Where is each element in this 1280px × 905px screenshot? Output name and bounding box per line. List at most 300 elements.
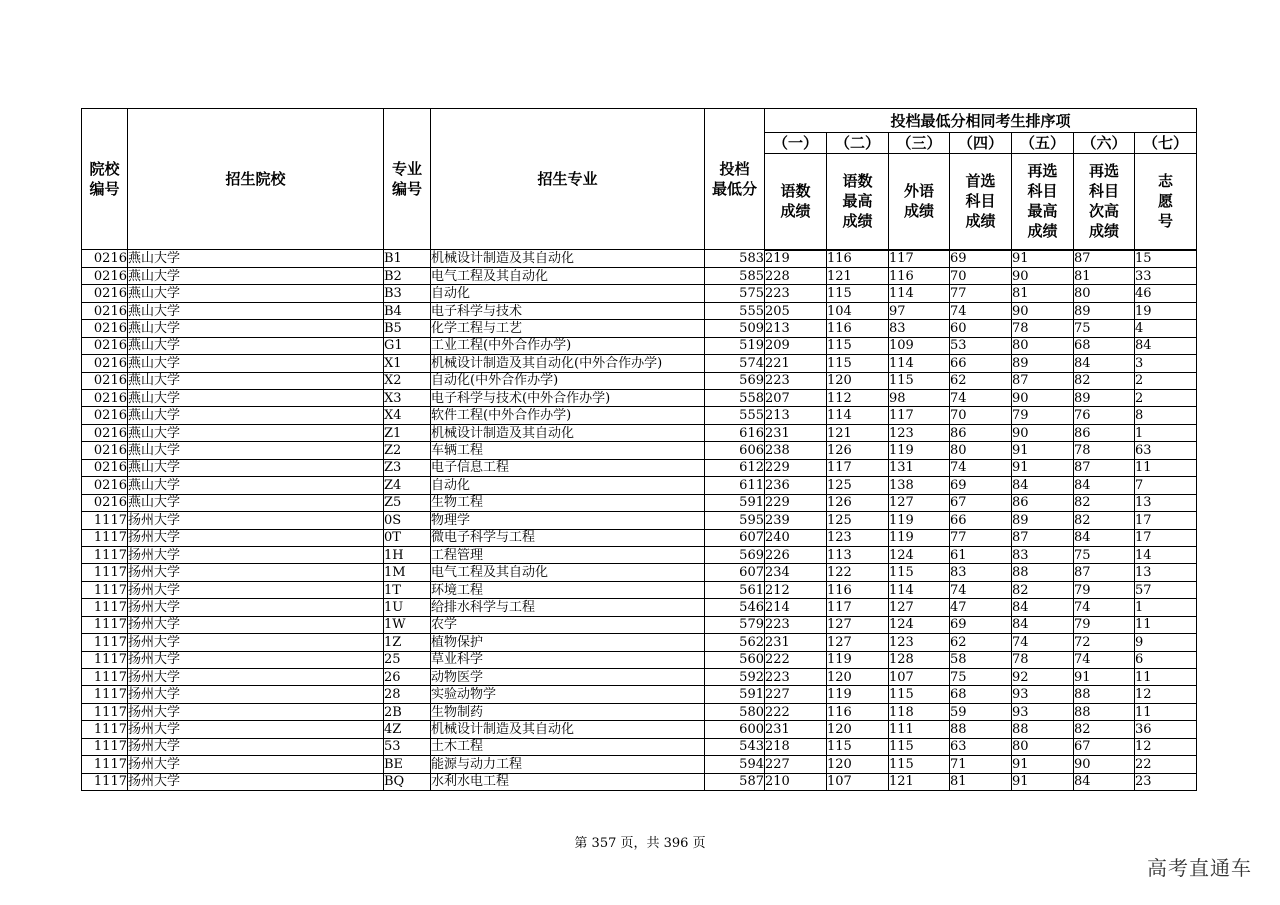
cell-major-name: 电气工程及其自动化 [431,267,705,284]
cell-foreign-language: 128 [889,651,950,668]
cell-major-name: 能源与动力工程 [431,756,705,773]
cell-min-score: 575 [705,285,765,302]
cell-preference-number: 12 [1135,686,1197,703]
table-row [82,599,1197,616]
cell-first-subject: 70 [950,267,1012,284]
cell-elective-second: 76 [1074,407,1135,424]
cell-major-code: X2 [384,372,431,389]
cell-foreign-language: 124 [889,616,950,633]
cell-chinese-math-max: 126 [827,494,889,511]
cell-first-subject: 75 [950,669,1012,686]
cell-major-name: 环境工程 [431,581,705,598]
cell-elective-second: 78 [1074,442,1135,459]
cell-chinese-math-max: 119 [827,651,889,668]
cell-min-score: 607 [705,529,765,546]
cell-first-subject: 59 [950,703,1012,720]
header-min-score: 投档 最低分 [705,109,765,250]
cell-major-name: 给排水科学与工程 [431,599,705,616]
cell-chinese-math-max: 116 [827,320,889,337]
cell-elective-highest: 88 [1012,721,1074,738]
cell-school-code: 1117 [82,512,128,529]
cell-school-code: 0216 [82,337,128,354]
cell-school-name: 扬州大学 [128,651,384,668]
header-index-5: （五） [1012,133,1074,154]
cell-elective-highest: 90 [1012,424,1074,441]
cell-chinese-math-score: 229 [765,459,827,476]
cell-major-name: 工业工程(中外合作办学) [431,337,705,354]
cell-chinese-math-max: 122 [827,564,889,581]
table-row [82,529,1197,546]
cell-major-code: Z5 [384,494,431,511]
cell-preference-number: 1 [1135,599,1197,616]
cell-elective-highest: 84 [1012,616,1074,633]
cell-chinese-math-score: 231 [765,721,827,738]
cell-foreign-language: 118 [889,703,950,720]
cell-elective-highest: 88 [1012,564,1074,581]
cell-school-code: 1117 [82,669,128,686]
cell-preference-number: 63 [1135,442,1197,459]
cell-elective-second: 75 [1074,320,1135,337]
cell-foreign-language: 127 [889,494,950,511]
cell-foreign-language: 131 [889,459,950,476]
table-row [82,494,1197,511]
cell-elective-second: 75 [1074,546,1135,563]
cell-elective-second: 87 [1074,564,1135,581]
cell-school-name: 燕山大学 [128,337,384,354]
cell-school-name: 扬州大学 [128,686,384,703]
table-row [82,407,1197,424]
cell-major-code: 28 [384,686,431,703]
cell-elective-second: 72 [1074,634,1135,651]
table-row [82,773,1197,790]
cell-chinese-math-max: 127 [827,616,889,633]
table-row [82,250,1197,268]
cell-major-code: 25 [384,651,431,668]
cell-major-name: 生物工程 [431,494,705,511]
cell-elective-highest: 90 [1012,302,1074,319]
header-index-1: （一） [765,133,827,154]
cell-elective-second: 68 [1074,337,1135,354]
cell-preference-number: 11 [1135,703,1197,720]
watermark-logo: 高考直通车 [1147,856,1252,880]
cell-school-name: 燕山大学 [128,442,384,459]
cell-major-code: BE [384,756,431,773]
cell-first-subject: 62 [950,372,1012,389]
cell-foreign-language: 117 [889,250,950,268]
cell-elective-second: 87 [1074,250,1135,268]
cell-major-code: B3 [384,285,431,302]
cell-foreign-language: 111 [889,721,950,738]
cell-major-code: 53 [384,738,431,755]
cell-min-score: 607 [705,564,765,581]
cell-foreign-language: 138 [889,477,950,494]
cell-chinese-math-max: 115 [827,738,889,755]
cell-chinese-math-score: 222 [765,703,827,720]
cell-chinese-math-score: 222 [765,651,827,668]
cell-min-score: 562 [705,634,765,651]
cell-min-score: 591 [705,494,765,511]
cell-major-code: B4 [384,302,431,319]
cell-elective-highest: 78 [1012,651,1074,668]
cell-school-name: 燕山大学 [128,372,384,389]
cell-preference-number: 17 [1135,512,1197,529]
table-row [82,686,1197,703]
cell-min-score: 595 [705,512,765,529]
cell-school-name: 扬州大学 [128,529,384,546]
cell-school-code: 0216 [82,372,128,389]
header-school-name: 招生院校 [128,109,384,250]
cell-major-name: 车辆工程 [431,442,705,459]
cell-first-subject: 77 [950,529,1012,546]
cell-major-code: X4 [384,407,431,424]
table-row [82,738,1197,755]
cell-foreign-language: 115 [889,564,950,581]
cell-chinese-math-max: 116 [827,703,889,720]
cell-elective-second: 74 [1074,651,1135,668]
cell-chinese-math-score: 227 [765,756,827,773]
header-first-subject: 首选 科目 成绩 [950,154,1012,250]
cell-first-subject: 62 [950,634,1012,651]
cell-elective-highest: 83 [1012,546,1074,563]
cell-school-name: 燕山大学 [128,477,384,494]
cell-chinese-math-max: 117 [827,599,889,616]
cell-major-name: 物理学 [431,512,705,529]
cell-chinese-math-score: 205 [765,302,827,319]
cell-chinese-math-score: 218 [765,738,827,755]
table-row [82,372,1197,389]
cell-first-subject: 74 [950,390,1012,407]
cell-school-name: 燕山大学 [128,407,384,424]
cell-elective-second: 84 [1074,773,1135,790]
cell-elective-highest: 80 [1012,337,1074,354]
cell-preference-number: 7 [1135,477,1197,494]
cell-elective-second: 88 [1074,703,1135,720]
cell-elective-second: 84 [1074,355,1135,372]
cell-foreign-language: 124 [889,546,950,563]
table-row [82,616,1197,633]
cell-elective-highest: 74 [1012,634,1074,651]
cell-school-code: 1117 [82,738,128,755]
cell-first-subject: 80 [950,442,1012,459]
cell-school-name: 扬州大学 [128,721,384,738]
cell-major-code: Z3 [384,459,431,476]
cell-preference-number: 36 [1135,721,1197,738]
cell-preference-number: 15 [1135,250,1197,268]
table-row [82,581,1197,598]
cell-school-code: 0216 [82,267,128,284]
cell-chinese-math-score: 213 [765,320,827,337]
cell-elective-second: 90 [1074,756,1135,773]
cell-chinese-math-max: 115 [827,337,889,354]
cell-elective-highest: 90 [1012,267,1074,284]
cell-first-subject: 69 [950,250,1012,268]
header-preference-number: 志 愿 号 [1135,154,1197,250]
cell-school-code: 0216 [82,424,128,441]
table-row [82,285,1197,302]
cell-first-subject: 71 [950,756,1012,773]
cell-school-code: 0216 [82,390,128,407]
cell-foreign-language: 119 [889,442,950,459]
cell-major-code: 0T [384,529,431,546]
cell-school-code: 1117 [82,651,128,668]
cell-chinese-math-max: 126 [827,442,889,459]
cell-school-name: 扬州大学 [128,669,384,686]
cell-foreign-language: 119 [889,529,950,546]
cell-school-name: 扬州大学 [128,773,384,790]
cell-major-code: 4Z [384,721,431,738]
cell-major-name: 化学工程与工艺 [431,320,705,337]
cell-preference-number: 11 [1135,669,1197,686]
cell-school-name: 扬州大学 [128,512,384,529]
cell-major-code: B2 [384,267,431,284]
cell-major-code: B5 [384,320,431,337]
table-row [82,721,1197,738]
cell-chinese-math-max: 120 [827,669,889,686]
table-row [82,424,1197,441]
cell-school-code: 1117 [82,721,128,738]
cell-school-name: 扬州大学 [128,564,384,581]
cell-major-name: 电子科学与技术 [431,302,705,319]
cell-school-name: 扬州大学 [128,634,384,651]
cell-major-name: 生物制药 [431,703,705,720]
cell-school-code: 1117 [82,756,128,773]
cell-foreign-language: 97 [889,302,950,319]
cell-school-name: 燕山大学 [128,250,384,268]
cell-chinese-math-max: 114 [827,407,889,424]
cell-major-name: 软件工程(中外合作办学) [431,407,705,424]
header-school-code: 院校 编号 [82,109,128,250]
cell-foreign-language: 116 [889,267,950,284]
cell-foreign-language: 117 [889,407,950,424]
cell-chinese-math-max: 116 [827,581,889,598]
cell-school-code: 0216 [82,355,128,372]
cell-first-subject: 69 [950,616,1012,633]
cell-elective-highest: 91 [1012,773,1074,790]
table-row [82,267,1197,284]
cell-first-subject: 77 [950,285,1012,302]
cell-school-name: 扬州大学 [128,599,384,616]
cell-school-name: 扬州大学 [128,581,384,598]
cell-major-name: 实验动物学 [431,686,705,703]
cell-elective-second: 67 [1074,738,1135,755]
header-index-2: （二） [827,133,889,154]
cell-elective-second: 80 [1074,285,1135,302]
cell-major-name: 水利水电工程 [431,773,705,790]
header-elective-highest: 再选 科目 最高 成绩 [1012,154,1074,250]
table-row [82,512,1197,529]
cell-elective-highest: 91 [1012,459,1074,476]
cell-min-score: 612 [705,459,765,476]
cell-elective-second: 79 [1074,581,1135,598]
cell-major-code: 1Z [384,634,431,651]
cell-elective-highest: 81 [1012,285,1074,302]
cell-chinese-math-max: 115 [827,285,889,302]
cell-elective-highest: 91 [1012,756,1074,773]
cell-major-name: 自动化(中外合作办学) [431,372,705,389]
cell-major-code: Z1 [384,424,431,441]
table-row [82,302,1197,319]
cell-preference-number: 8 [1135,407,1197,424]
cell-preference-number: 14 [1135,546,1197,563]
cell-foreign-language: 115 [889,738,950,755]
cell-foreign-language: 123 [889,634,950,651]
header-elective-second: 再选 科目 次高 成绩 [1074,154,1135,250]
table-row [82,320,1197,337]
cell-chinese-math-score: 207 [765,390,827,407]
cell-chinese-math-max: 116 [827,250,889,268]
cell-foreign-language: 115 [889,372,950,389]
cell-chinese-math-score: 223 [765,372,827,389]
cell-school-name: 燕山大学 [128,285,384,302]
cell-chinese-math-score: 223 [765,616,827,633]
cell-chinese-math-score: 231 [765,424,827,441]
cell-elective-second: 84 [1074,477,1135,494]
cell-first-subject: 81 [950,773,1012,790]
cell-major-name: 机械设计制造及其自动化 [431,721,705,738]
cell-chinese-math-score: 219 [765,250,827,268]
cell-major-code: G1 [384,337,431,354]
cell-major-name: 动物医学 [431,669,705,686]
cell-min-score: 583 [705,250,765,268]
cell-preference-number: 46 [1135,285,1197,302]
cell-chinese-math-max: 121 [827,424,889,441]
cell-elective-highest: 84 [1012,477,1074,494]
cell-major-code: Z4 [384,477,431,494]
cell-min-score: 606 [705,442,765,459]
cell-major-name: 草业科学 [431,651,705,668]
cell-elective-highest: 80 [1012,738,1074,755]
cell-min-score: 585 [705,267,765,284]
cell-preference-number: 2 [1135,390,1197,407]
cell-school-code: 1117 [82,634,128,651]
cell-major-name: 电子信息工程 [431,459,705,476]
cell-school-name: 燕山大学 [128,424,384,441]
cell-min-score: 561 [705,581,765,598]
cell-foreign-language: 98 [889,390,950,407]
cell-school-name: 扬州大学 [128,703,384,720]
table-row [82,651,1197,668]
table-row [82,546,1197,563]
table-row [82,355,1197,372]
cell-major-name: 电气工程及其自动化 [431,564,705,581]
cell-elective-second: 84 [1074,529,1135,546]
table-row [82,756,1197,773]
cell-elective-highest: 89 [1012,355,1074,372]
cell-chinese-math-max: 113 [827,546,889,563]
cell-first-subject: 47 [950,599,1012,616]
cell-chinese-math-score: 214 [765,599,827,616]
cell-major-name: 电子科学与技术(中外合作办学) [431,390,705,407]
cell-school-code: 0216 [82,302,128,319]
cell-major-name: 微电子科学与工程 [431,529,705,546]
header-index-3: （三） [889,133,950,154]
cell-school-code: 0216 [82,442,128,459]
cell-elective-second: 86 [1074,424,1135,441]
cell-preference-number: 57 [1135,581,1197,598]
cell-major-code: 1H [384,546,431,563]
cell-chinese-math-max: 119 [827,686,889,703]
cell-elective-highest: 93 [1012,703,1074,720]
cell-chinese-math-max: 117 [827,459,889,476]
cell-foreign-language: 114 [889,285,950,302]
cell-major-name: 土木工程 [431,738,705,755]
cell-major-code: 1U [384,599,431,616]
cell-preference-number: 33 [1135,267,1197,284]
cell-school-name: 燕山大学 [128,320,384,337]
cell-min-score: 560 [705,651,765,668]
cell-elective-highest: 86 [1012,494,1074,511]
cell-preference-number: 2 [1135,372,1197,389]
cell-first-subject: 74 [950,581,1012,598]
cell-chinese-math-score: 223 [765,669,827,686]
cell-chinese-math-score: 236 [765,477,827,494]
cell-min-score: 546 [705,599,765,616]
cell-min-score: 555 [705,407,765,424]
cell-foreign-language: 83 [889,320,950,337]
cell-first-subject: 53 [950,337,1012,354]
table-row [82,669,1197,686]
cell-chinese-math-max: 115 [827,355,889,372]
cell-school-name: 扬州大学 [128,738,384,755]
cell-major-name: 机械设计制造及其自动化 [431,250,705,268]
cell-first-subject: 83 [950,564,1012,581]
cell-foreign-language: 123 [889,424,950,441]
cell-min-score: 509 [705,320,765,337]
cell-first-subject: 58 [950,651,1012,668]
cell-elective-highest: 87 [1012,372,1074,389]
cell-school-name: 燕山大学 [128,355,384,372]
cell-preference-number: 11 [1135,616,1197,633]
cell-major-code: 1M [384,564,431,581]
cell-school-name: 燕山大学 [128,267,384,284]
cell-preference-number: 19 [1135,302,1197,319]
cell-first-subject: 74 [950,302,1012,319]
cell-chinese-math-score: 226 [765,546,827,563]
cell-major-code: 26 [384,669,431,686]
cell-min-score: 600 [705,721,765,738]
cell-preference-number: 9 [1135,634,1197,651]
header-index-6: （六） [1074,133,1135,154]
cell-first-subject: 69 [950,477,1012,494]
cell-major-code: BQ [384,773,431,790]
cell-foreign-language: 109 [889,337,950,354]
cell-min-score: 555 [705,302,765,319]
cell-preference-number: 22 [1135,756,1197,773]
cell-school-code: 0216 [82,320,128,337]
cell-first-subject: 67 [950,494,1012,511]
header-tiebreak-group: 投档最低分相同考生排序项 [765,109,1197,133]
cell-elective-second: 82 [1074,494,1135,511]
cell-school-code: 0216 [82,407,128,424]
cell-foreign-language: 127 [889,599,950,616]
cell-major-code: 2B [384,703,431,720]
cell-major-name: 农学 [431,616,705,633]
cell-preference-number: 23 [1135,773,1197,790]
cell-first-subject: 88 [950,721,1012,738]
cell-first-subject: 60 [950,320,1012,337]
cell-chinese-math-score: 210 [765,773,827,790]
cell-preference-number: 84 [1135,337,1197,354]
cell-major-code: 1W [384,616,431,633]
header-major-code: 专业 编号 [384,109,431,250]
cell-school-code: 0216 [82,285,128,302]
cell-school-code: 1117 [82,616,128,633]
cell-chinese-math-max: 104 [827,302,889,319]
cell-min-score: 543 [705,738,765,755]
cell-min-score: 579 [705,616,765,633]
cell-elective-second: 88 [1074,686,1135,703]
page-footer: 第 357 页，共 396 页 [574,836,706,851]
